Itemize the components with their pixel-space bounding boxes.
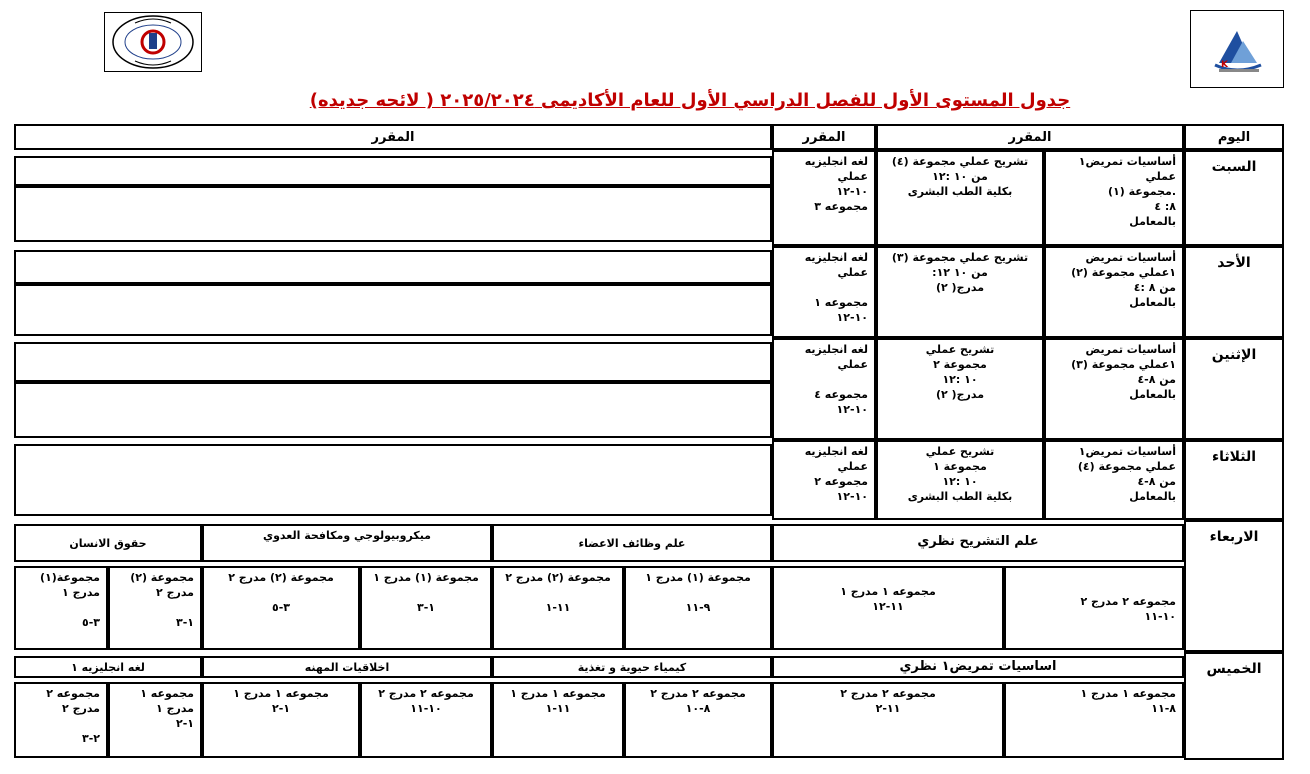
day-wednesday: الاربعاء — [1184, 520, 1284, 652]
wed-anatomy-theory: علم التشريح نظري — [772, 524, 1184, 562]
thu-nursing-theory: اساسيات تمريض١ نظري — [772, 656, 1184, 678]
sat-nursing-fundamentals: أساسيات تمريض١ عملي .مجموعة (١) ٨: ٤ بالمعامل — [1044, 150, 1184, 246]
sat-empty-1 — [14, 156, 772, 186]
day-monday: الإثنين — [1184, 338, 1284, 440]
sun-empty-1 — [14, 250, 772, 284]
mon-nursing-fundamentals: أساسيات تمريض ١عملي مجموعة (٣) من ٨-٤ بالمعامل — [1044, 338, 1184, 440]
sat-empty-2 — [14, 186, 772, 242]
wed-physiology: علم وظائف الاعضاء — [492, 524, 772, 562]
header-course-3: المقرر — [14, 124, 772, 150]
sat-anatomy-practical: تشريح عملي مجموعة (٤) من ١٠ :١٢ بكلية الطب البشرى — [876, 150, 1044, 246]
tue-nursing-fundamentals: أساسيات تمريض١ عملي مجموعة (٤) من ٨-٤ بالمعامل — [1044, 440, 1184, 520]
mon-empty-1 — [14, 342, 772, 382]
thu-nursing-group-1: مجموعه ١ مدرج ١ ٨-١١ — [1004, 682, 1184, 758]
wed-physiology-group-2: مجموعة (٢) مدرج ٢ ١١-١ — [492, 566, 624, 650]
header-day: اليوم — [1184, 124, 1284, 150]
sun-nursing-fundamentals: أساسيات تمريض ١عملي مجموعة (٢) من ٨ :٤ بالمعامل — [1044, 246, 1184, 338]
thu-biochem-group-1: مجموعه ١ مدرج ١ ١١-١ — [492, 682, 624, 758]
tue-anatomy-practical: تشريح عملي مجموعة ١ ١٠ :١٢ بكلية الطب البشرى — [876, 440, 1044, 520]
schedule-title: جدول المستوى الأول للفصل الدراسي الأول للعام الأكاديمى ٢٠٢٥/٢٠٢٤ ( لائحه جديده) — [309, 90, 1071, 111]
header-course-1: المقرر — [876, 124, 1184, 150]
thu-nursing-group-2: مجموعه ٢ مدرج ٢ ١١-٢ — [772, 682, 1004, 758]
wed-rights-group-1: مجموعة(١) مدرج ١ ٣-٥ — [14, 566, 108, 650]
mon-english: لغه انجليزيه عملي مجموعه ٤ ١٠-١٢ — [772, 338, 876, 440]
mon-anatomy-practical: تشريح عملي مجموعة ٢ ١٠ :١٢ مدرج( ٢) — [876, 338, 1044, 440]
day-thursday: الخميس — [1184, 652, 1284, 760]
thu-english-group-2: مجموعه ٢ مدرج ٢ ٢-٣ — [14, 682, 108, 758]
svg-text:K: K — [1221, 60, 1228, 70]
wed-microbiology: ميكروبيولوجي ومكافحة العدوي — [202, 524, 492, 562]
thu-english-1: لغه انجليزيه ١ — [14, 656, 202, 678]
wed-physiology-group-1: مجموعة (١) مدرج ١ ٩-١١ — [624, 566, 772, 650]
sun-anatomy-practical: تشريح عملي مجموعة (٣) من ١٠ ١٢: مدرج( ٢) — [876, 246, 1044, 338]
wed-anatomy-group-2: مجموعه ٢ مدرج ٢ ١٠-١١ — [1004, 566, 1184, 650]
thu-biochemistry: كيمياء حيوية و تغذية — [492, 656, 772, 678]
wed-human-rights: حقوق الانسان — [14, 524, 202, 562]
thu-english-group-1: مجموعه ١ مدرج ١ ١-٢ — [108, 682, 202, 758]
wed-micro-group-2: مجموعة (٢) مدرج ٢ ٣-٥ — [202, 566, 360, 650]
tue-empty — [14, 444, 772, 516]
day-sunday: الأحد — [1184, 246, 1284, 338]
wed-anatomy-group-1: مجموعه ١ مدرج ١ ١١-١٢ — [772, 566, 1004, 650]
sun-english: لغه انجليزيه عملي مجموعه ١ ١٠-١٢ — [772, 246, 876, 338]
header-course-2: المقرر — [772, 124, 876, 150]
day-tuesday: الثلاثاء — [1184, 440, 1284, 520]
thu-ethics: اخلاقيات المهنه — [202, 656, 492, 678]
thu-biochem-group-2: مجموعه ٢ مدرج ٢ ٨-١٠ — [624, 682, 772, 758]
sun-empty-2 — [14, 284, 772, 336]
wed-micro-group-1: مجموعة (١) مدرج ١ ١-٣ — [360, 566, 492, 650]
thu-ethics-group-2: مجموعه ٢ مدرج ٢ ١٠-١١ — [360, 682, 492, 758]
tue-english: لغه انجليزيه عملي مجموعه ٢ ١٠-١٢ — [772, 440, 876, 520]
wed-rights-group-2: مجموعة (٢) مدرج ٢ ١-٣ — [108, 566, 202, 650]
day-saturday: السبت — [1184, 150, 1284, 246]
mon-empty-2 — [14, 382, 772, 438]
thu-ethics-group-1: مجموعه ١ مدرج ١ ١-٢ — [202, 682, 360, 758]
sat-english: لغه انجليزيه عملي ١٠-١٢ مجموعه ٣ — [772, 150, 876, 246]
